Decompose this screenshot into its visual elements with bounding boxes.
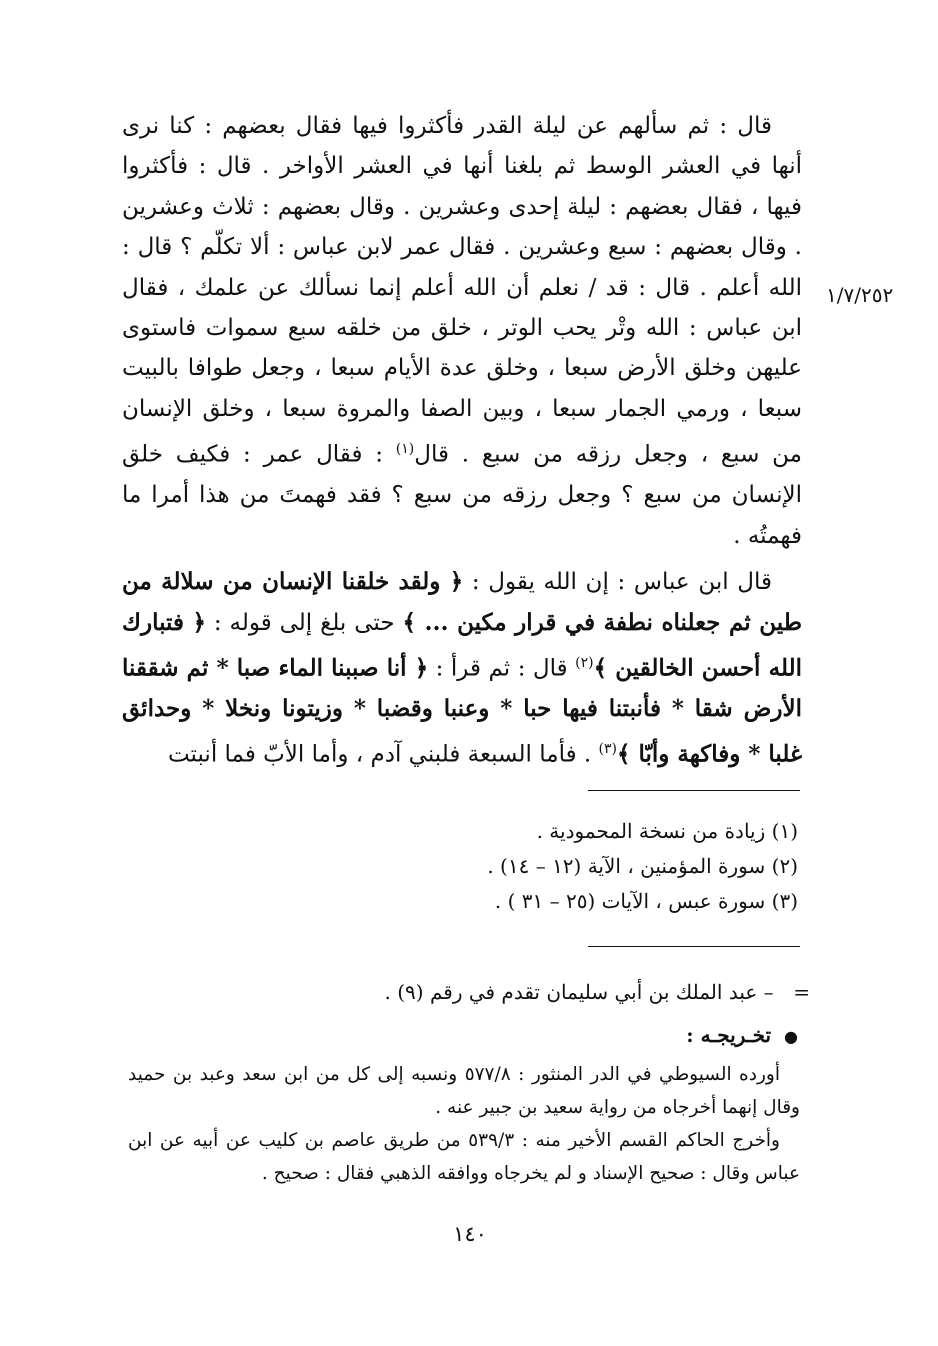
footnotes [300, 814, 798, 919]
takhrij-body [128, 1058, 800, 1190]
continuation-text: – عبد الملك بن أبي سليمان تقدم في رقم (٩) . [384, 980, 774, 1004]
footnote-item: (٢) سورة المؤمنين ، الآية (١٢ – ١٤) . [487, 854, 798, 878]
bullet-icon: ● [784, 1027, 798, 1046]
footnote-ref: (٣) [598, 741, 617, 758]
takhrij-title: تخـريجـه : [686, 1023, 772, 1047]
margin-reference: ١/٧/٢٥٢ [826, 283, 894, 307]
footnote-separator [588, 790, 800, 791]
quran-passage: ﴿ أنا صببنا الماء صبا * ثم شققنا الأرض شقا * فأنبتنا فيها حبا * وعنبا وقضبا * وزيتونا ونخلا * وحدائق غلبا * وفاكهة وأبّا ﴾ [122, 654, 802, 769]
footnote-ref: (١) [395, 441, 415, 458]
text-run: قال : ثم قرأ : [428, 655, 576, 682]
quran-passage: ﴿ فتبارك الله أحسن الخالقين ﴾ [122, 608, 802, 682]
quran-passage: ﴿ ولقد خلقنا الإنسان من سلالة من طين ثم جعلناه نطفة في قرار مكين ... ﴾ [122, 568, 803, 636]
text-run: قال : ثم سألهم عن ليلة القدر فأكثروا فيها فقال بعضهم : كنا نرى أنها في العشر الوسط ثم بلغنا أنها في العشر الأواخر . قال : فأكثروا فيها ، فقال بعضهم : ليلة إحدى وعشرين . وقال بعضهم : ثلاث وعشرين . وقال بعضهم : سبع وعشرين . فقال عمر لابن عباس : ألا تكلّم ؟ قال : الله أعلم . قال : قد / نعلم أن الله أعلم إنما نسألك عن علمك ، فقال ابن عباس : الله وتْر يحب الوتر ، خلق من خلقه سبع سموات فاستوى عليهن وخلق الأرض سبعا ، وخلق عدة الأيام سبعا ، وجعل طوافا بالبيت سبعا ، ورمي الجمار سبعا ، وبين الصفا والمروة سبعا ، وخلق الإنسان من سبع ، وجعل رزقه من سبع . قال [122, 113, 802, 468]
footnote-item: (٣) سورة عبس ، الآيات (٢٥ – ٣١ ) . [494, 889, 798, 913]
text-run: قال ابن عباس : إن الله يقول : [463, 569, 772, 596]
footnote-item: (١) زيادة من نسخة المحمودية . [536, 819, 798, 843]
section-separator [588, 946, 800, 947]
text-run: : فقال عمر : فكيف خلق الإنسان من سبع ؟ وجعل رزقه من سبع ؟ فقد فهمتَ من هذا أمرا ما فهمتُه . [122, 441, 802, 549]
takhrij-heading [500, 1018, 798, 1054]
page-number: ١٤٠ [453, 1222, 487, 1246]
paragraph [122, 106, 802, 556]
paragraph [122, 562, 802, 775]
footnote-ref: (٢) [575, 654, 594, 671]
takhrij-paragraph: وأخرج الحاكم القسم الأخير منه : ٥٣٩/٣ من طريق عاصم بن كليب عن أبيه عن ابن عباس وقال : صحيح الإسناد و لم يخرجاه ووافقه الذهبي فقال : صحيح . [128, 1130, 800, 1184]
text-run: حتى بلغ إلى قوله : [206, 609, 403, 636]
text-run: . فأما السبعة فلبني آدم ، وأما الأبّ فما أنبتت [167, 742, 599, 769]
takhrij-paragraph: أورده السيوطي في الدر المنثور : ٥٧٧/٨ ونسبه إلى كل من ابن سعد وعبد بن حميد وقال إنهما أخرجاه من رواية سعيد بن جبير عنه . [128, 1064, 800, 1118]
continuation-note [300, 975, 810, 1009]
continuation-marker: = [793, 980, 810, 1004]
main-text [122, 106, 802, 775]
